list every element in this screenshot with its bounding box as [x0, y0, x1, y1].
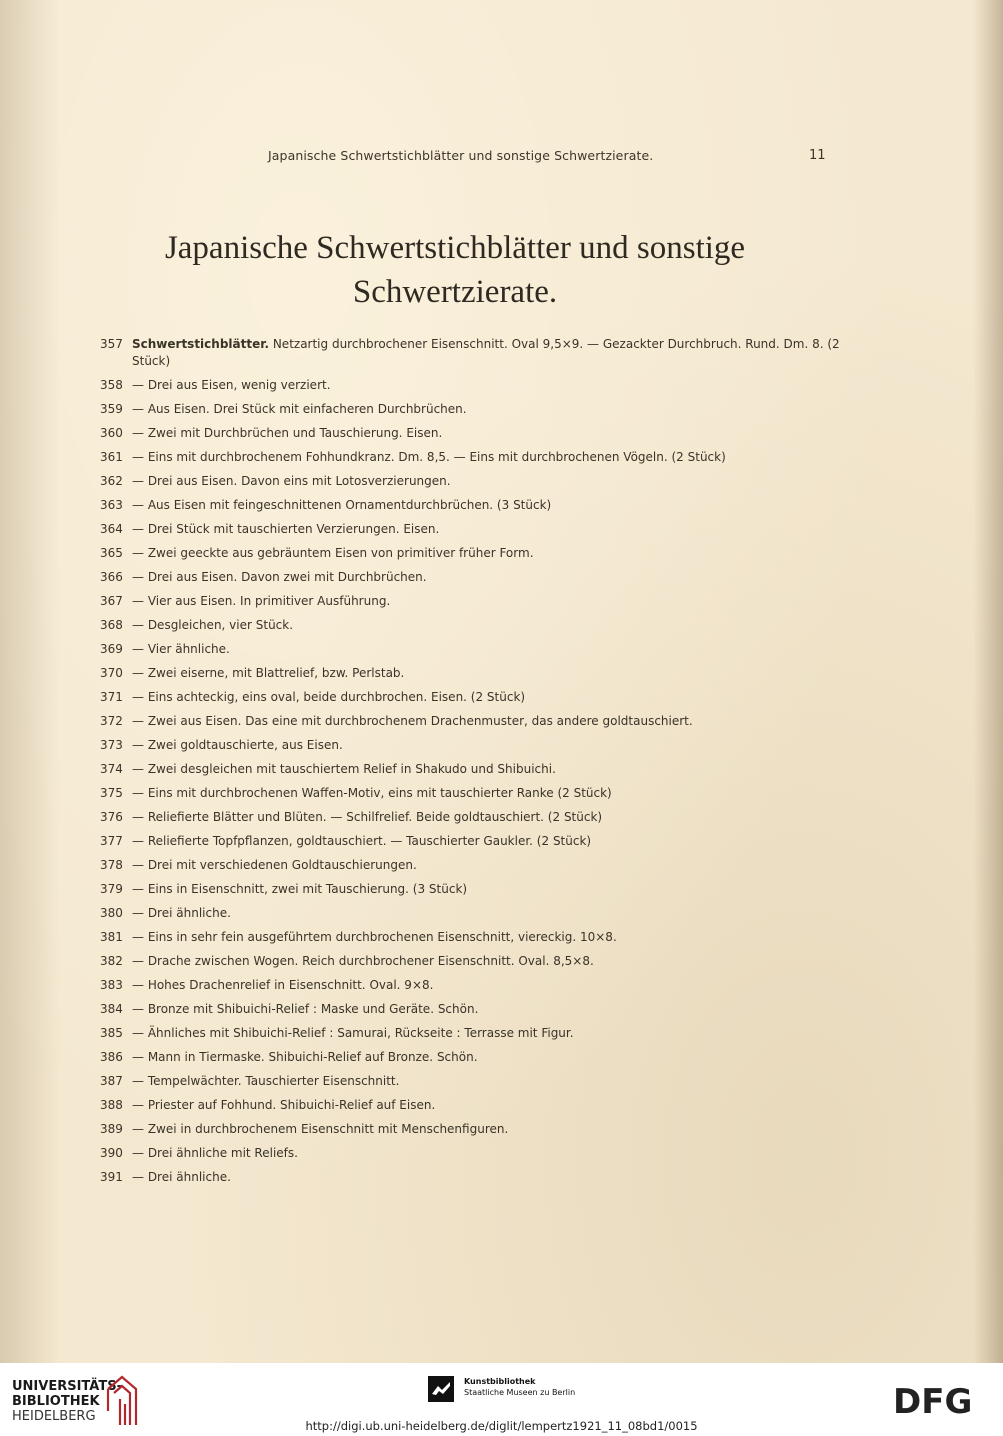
entry-number: 383: [100, 978, 123, 992]
entry-number: 390: [100, 1146, 123, 1160]
catalog-entry: [100, 545, 840, 562]
catalog-entry: [100, 593, 840, 610]
entry-number: 371: [100, 690, 123, 704]
entry-text: — Aus Eisen mit feingeschnittenen Ornamentdurchbrüchen. (3 Stück): [132, 498, 552, 512]
catalog-entry: [100, 473, 840, 490]
entry-number: 374: [100, 762, 123, 776]
page-shadow-right: [973, 0, 1003, 1363]
catalog-entry: [100, 617, 840, 634]
entry-text: Netzartig durchbrochener Eisenschnitt. Oval 9,5×9. — Gezackter Durchbruch. Rund. Dm. 8. (2 Stück): [132, 337, 840, 368]
catalog-entry: [100, 1121, 840, 1138]
entry-text: — Drei ähnliche mit Reliefs.: [132, 1146, 298, 1160]
catalog-entry: [100, 761, 840, 778]
entry-number: 375: [100, 786, 123, 800]
permalink-url[interactable]: http://digi.ub.uni-heidelberg.de/diglit/lempertz1921_11_08bd1/0015: [305, 1419, 698, 1433]
entry-number: 372: [100, 714, 123, 728]
entry-text: — Drei ähnliche.: [132, 906, 231, 920]
kunstbibliothek-subtitle: Staatliche Museen zu Berlin: [464, 1388, 576, 1397]
catalog-entry: [100, 905, 840, 922]
entry-text: — Tempelwächter. Tauschierter Eisenschnitt.: [132, 1074, 400, 1088]
catalog-entry: [100, 785, 840, 802]
catalog-entry: [100, 1097, 840, 1114]
catalog-entry: [100, 569, 840, 586]
entry-text: — Drei aus Eisen. Davon eins mit Lotosverzierungen.: [132, 474, 451, 488]
entry-text: — Bronze mit Shibuichi-Relief : Maske und Geräte. Schön.: [132, 1002, 479, 1016]
entry-text: — Drei aus Eisen, wenig verziert.: [132, 378, 331, 392]
entry-text: — Eins achteckig, eins oval, beide durchbrochen. Eisen. (2 Stück): [132, 690, 526, 704]
entry-text: — Zwei desgleichen mit tauschiertem Relief in Shakudo und Shibuichi.: [132, 762, 556, 776]
catalog-entry: [100, 401, 840, 418]
digitization-footer: [0, 1363, 1003, 1436]
entry-number: 382: [100, 954, 123, 968]
entry-number: 379: [100, 882, 123, 896]
catalog-entry: [100, 1169, 840, 1186]
entry-text: — Drei aus Eisen. Davon zwei mit Durchbrüchen.: [132, 570, 427, 584]
entry-number: 366: [100, 570, 123, 584]
entry-text: — Eins in Eisenschnitt, zwei mit Tauschierung. (3 Stück): [132, 882, 468, 896]
entry-text: — Eins in sehr fein ausgeführtem durchbrochenen Eisenschnitt, viereckig. 10×8.: [132, 930, 617, 944]
catalog-entry: [100, 689, 840, 706]
entry-text: — Eins mit durchbrochenem Fohhundkranz. Dm. 8,5. — Eins mit durchbrochenen Vögeln. (2 Stück): [132, 450, 726, 464]
kunstbibliothek-eagle-icon: [428, 1376, 454, 1402]
page-title-line-2: Schwertzierate.: [352, 274, 558, 310]
entry-text: — Desgleichen, vier Stück.: [132, 618, 294, 632]
entry-number: 362: [100, 474, 123, 488]
entry-text: — Zwei geeckte aus gebräuntem Eisen von primitiver früher Form.: [132, 546, 534, 560]
kunstbibliothek-name: Kunstbibliothek: [464, 1377, 536, 1386]
entry-text: — Ähnliches mit Shibuichi-Relief : Samurai, Rückseite : Terrasse mit Figur.: [132, 1026, 574, 1040]
catalog-entry: [100, 449, 840, 466]
entry-number: 360: [100, 426, 123, 440]
entry-number: 361: [100, 450, 123, 464]
catalog-entry: [100, 737, 840, 754]
entry-number: 357: [100, 337, 123, 351]
catalog-entry: [100, 1001, 840, 1018]
page-shadow-left: [0, 0, 60, 1363]
catalog-entry: [100, 881, 840, 898]
entry-text: — Priester auf Fohhund. Shibuichi-Relief auf Eisen.: [132, 1098, 436, 1112]
entry-text: — Drei Stück mit tauschierten Verzierungen. Eisen.: [132, 522, 440, 536]
ub-line-3: HEIDELBERG: [12, 1409, 96, 1424]
catalog-entry: [100, 665, 840, 682]
page-title: [0, 226, 910, 314]
entry-number: 378: [100, 858, 123, 872]
catalog-entry-list: [100, 336, 840, 1193]
catalog-entry: [100, 1049, 840, 1066]
entry-text: — Reliefierte Topfpflanzen, goldtauschiert. — Tauschierter Gaukler. (2 Stück): [132, 834, 592, 848]
entry-number: 367: [100, 594, 123, 608]
catalog-entry: [100, 377, 840, 394]
kunstbibliothek-text: [464, 1376, 575, 1398]
entry-text: — Hohes Drachenrelief in Eisenschnitt. Oval. 9×8.: [132, 978, 434, 992]
entry-number: 376: [100, 810, 123, 824]
entry-heading: Schwertstichblätter.: [132, 337, 270, 351]
entry-number: 363: [100, 498, 123, 512]
entry-text: — Zwei goldtauschierte, aus Eisen.: [132, 738, 343, 752]
entry-number: 359: [100, 402, 123, 416]
catalog-entry: [100, 977, 840, 994]
entry-number: 373: [100, 738, 123, 752]
catalog-entry: [100, 497, 840, 514]
running-header: Japanische Schwertstichblätter und sonstige Schwertzierate.: [268, 148, 654, 163]
entry-number: 369: [100, 642, 123, 656]
catalog-entry: [100, 809, 840, 826]
entry-text: — Aus Eisen. Drei Stück mit einfacheren Durchbrüchen.: [132, 402, 467, 416]
ub-line-1: UNIVERSITÄTS-: [12, 1379, 122, 1394]
catalog-entry: [100, 641, 840, 658]
catalog-entry: [100, 713, 840, 730]
dfg-logo-icon[interactable]: [893, 1382, 993, 1420]
entry-text: — Zwei mit Durchbrüchen und Tauschierung. Eisen.: [132, 426, 443, 440]
entry-text: — Vier aus Eisen. In primitiver Ausführung.: [132, 594, 391, 608]
catalog-entry: [100, 425, 840, 442]
catalog-entry: [100, 953, 840, 970]
entry-text: — Vier ähnliche.: [132, 642, 230, 656]
entry-number: 386: [100, 1050, 123, 1064]
page-number: 11: [809, 148, 826, 163]
entry-number: 389: [100, 1122, 123, 1136]
entry-number: 388: [100, 1098, 123, 1112]
catalog-entry: [100, 833, 840, 850]
page-title-line-1: Japanische Schwertstichblätter und sonstige: [164, 230, 746, 266]
entry-number: 370: [100, 666, 123, 680]
entry-number: 364: [100, 522, 123, 536]
entry-number: 365: [100, 546, 123, 560]
catalog-entry: [100, 521, 840, 538]
entry-text: — Mann in Tiermaske. Shibuichi-Relief auf Bronze. Schön.: [132, 1050, 478, 1064]
catalog-entry: [100, 929, 840, 946]
entry-number: 391: [100, 1170, 123, 1184]
entry-number: 385: [100, 1026, 123, 1040]
entry-number: 381: [100, 930, 123, 944]
entry-text: — Eins mit durchbrochenen Waffen-Motiv, eins mit tauschierter Ranke (2 Stück): [132, 786, 612, 800]
entry-number: 384: [100, 1002, 123, 1016]
entry-text: — Drei ähnliche.: [132, 1170, 231, 1184]
entry-text: — Zwei eiserne, mit Blattrelief, bzw. Perlstab.: [132, 666, 405, 680]
entry-text: — Drei mit verschiedenen Goldtauschierungen.: [132, 858, 417, 872]
entry-number: 377: [100, 834, 123, 848]
entry-text: — Drache zwischen Wogen. Reich durchbrochener Eisenschnitt. Oval. 8,5×8.: [132, 954, 594, 968]
catalog-entry: [100, 1073, 840, 1090]
entry-number: 358: [100, 378, 123, 392]
ub-line-2: BIBLIOTHEK: [12, 1394, 100, 1409]
entry-number: 380: [100, 906, 123, 920]
entry-text: — Reliefierte Blätter und Blüten. — Schilfrelief. Beide goldtauschiert. (2 Stück): [132, 810, 603, 824]
entry-number: 368: [100, 618, 123, 632]
dfg-logo-text: DFG: [893, 1382, 973, 1420]
catalog-entry: [100, 1145, 840, 1162]
catalog-entry: [100, 1025, 840, 1042]
catalog-entry: [100, 336, 840, 370]
entry-text: — Zwei in durchbrochenem Eisenschnitt mit Menschenfiguren.: [132, 1122, 509, 1136]
catalog-entry: [100, 857, 840, 874]
entry-number: 387: [100, 1074, 123, 1088]
entry-text: — Zwei aus Eisen. Das eine mit durchbrochenem Drachenmuster, das andere goldtauschiert.: [132, 714, 693, 728]
